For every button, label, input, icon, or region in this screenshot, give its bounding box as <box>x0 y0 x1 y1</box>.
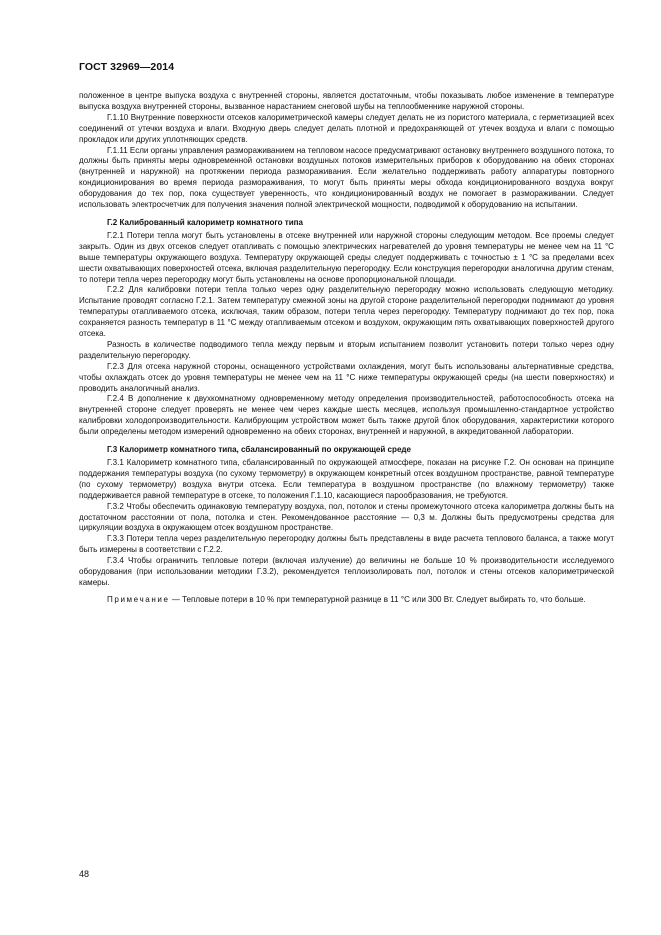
paragraph-g-2-4: Г.2.4 В дополнение к двухкомнатному одновременному методу определения производительностей, работоспособность отсека на внутренней стороне следует проверять не менее чем через каждые шесть месяцев, используя промышленно-стандартное устройство калибровки холодопроизводительности. Калибрующим устройством может быть также другой блок оборудования, характеристики которого были определены методом измерений одновременно на обеих сторонах, внутренней и наружной, в аккредитованной лаборатории. <box>79 394 614 437</box>
note-text: — Тепловые потери в 10 % при температурной разнице в 11 °С или 300 Вт. Следует выбирать то, что больше. <box>169 594 586 604</box>
note-paragraph <box>79 595 614 606</box>
section-heading-g-2: Г.2 Калиброванный калориметр комнатного типа <box>107 217 303 227</box>
paragraph-g-2-3: Г.2.3 Для отсека наружной стороны, оснащенного устройствами охлаждения, могут быть использованы альтернативные средства, чтобы охлаждать отсек до уровня температуры не менее чем на 11 °С ниже температуры окружающей среды (на шести поверхностях) и проводить аналогичный анализ. <box>79 361 614 393</box>
paragraph-g-2-2-cont: Разность в количестве подводимого тепла между первым и вторым испытанием позволит установить потери только через одну разделительную перегородку. <box>79 339 614 360</box>
paragraph-g-2-2: Г.2.2 Для калибровки потери тепла только через одну разделительную перегородку можно использовать следующую методику. Испытание проводят согласно Г.2.1. Затем температуру смежной зоны на другой стороне разделительной перегородки поднимают до уровня температуры отапливаемого отсека, исключая, таким образом, потери тепла через перегородку. Температуру поднимают до тех пор, пока сохраняется разность температур в 11 °С между отапливаемым отсеком и воздухом, окружающим пять охватывающих поверхностей другого отсека. <box>79 285 614 339</box>
paragraph-g-3-4: Г.3.4 Чтобы ограничить тепловые потери (включая излучение) до величины не больше 10 % производительности исследуемого оборудования (при использовании методики Г.3.2), рекомендуется теплоизолировать пол, потолок и стены отсеков калориметрической камеры. <box>79 556 614 587</box>
paragraph-g-3-1: Г.3.1 Калориметр комнатного типа, сбалансированный по окружающей атмосфере, показан на рисунке Г.2. Он основан на принципе поддержания температуры воздуха (по сухому термометру) в окружающем конкретный отсек воздушном пространстве, равной температуре (по сухому термометру) воздуха внутри отсека. Если температура в воздушном пространстве (по влажному термометру) также поддерживается равной температуре в отсеке, то положения Г.1.10, касающиеся парообразования, не требуются. <box>79 458 614 500</box>
document-body <box>79 91 614 606</box>
document-header: ГОСТ 32969—2014 <box>79 61 175 73</box>
paragraph-g-2-1: Г.2.1 Потери тепла могут быть установлены в отсеке внутренней или наружной стороны следующим методом. Все проемы следует закрыть. Один из двух отсеков следует отапливать с помощью электрических нагревателей до уровня температуры не менее чем на 11 °С выше температуры окружающего воздуха. Температуру окружающей среды следует поддерживать с точностью ± 1 °С за пределами всех шести охватывающих поверхностей отсека, включая разделительную перегородку. Если конструкция перегородки аналогична другим стенам, то потери тепла через перегородку могут быть установлены на основе пропорциональной площади. <box>79 230 614 284</box>
paragraph-continuation: положенное в центре выпуска воздуха с внутренней стороны, является достаточным, чтобы показывать любое изменение в температуре выпуска воздуха внутренней стороны, вызванное нарастанием снеговой шубы на теплообменнике наружной стороны. <box>79 91 614 111</box>
paragraph-g-3-3: Г.3.3 Потери тепла через разделительную перегородку должны быть представлены в виде расчета теплового баланса, а также могут быть измерены в соответствии с Г.2.2. <box>79 534 614 555</box>
paragraph-g-1-11: Г.1.11 Если органы управления размораживанием на тепловом насосе предусматривают остановку внутреннего воздушного потока, то должны быть приняты меры одновременной остановки воздушных потоков измерительных приборов к оборудованию на обеих сторонах (внутренней и наружной) на протяжении периода размораживания. Если желательно поддерживать работу аппаратуры повторного кондиционирования во время периода размораживания, то могут быть приняты меры обхода кондиционированного воздуха вокруг оборудования до тех пор, пока существует уверенность, что кондиционированный воздух не помогает в размораживании. Следует использовать электросчетчик для получения значения полной электрической мощности, подводимой к оборудованию на испытании. <box>79 145 614 210</box>
paragraph-g-1-10: Г.1.10 Внутренние поверхности отсеков калориметрической камеры следует делать не из пористого материала, с герметизацией всех соединений от утечки воздуха и влаги. Входную дверь следует делать плотной и предохраняющей от утечек воздуха и влаги с помощью прокладок или других уплотняющих средств. <box>79 112 614 144</box>
paragraph-g-3-2: Г.3.2 Чтобы обеспечить одинаковую температуру воздуха, пол, потолок и стены промежуточного отсека калориметра должны быть на достаточном расстоянии от пола, потолка и стен. Рекомендованное расстояние — 0,3 м. Должны быть предусмотрены средства для циркуляции воздуха в окружающем отсек воздушном пространстве. <box>79 501 614 533</box>
page-number: 48 <box>79 869 90 879</box>
section-heading-g-3: Г.3 Калориметр комнатного типа, сбалансированный по окружающей среде <box>107 445 412 455</box>
note-label: Примечание <box>107 594 170 604</box>
